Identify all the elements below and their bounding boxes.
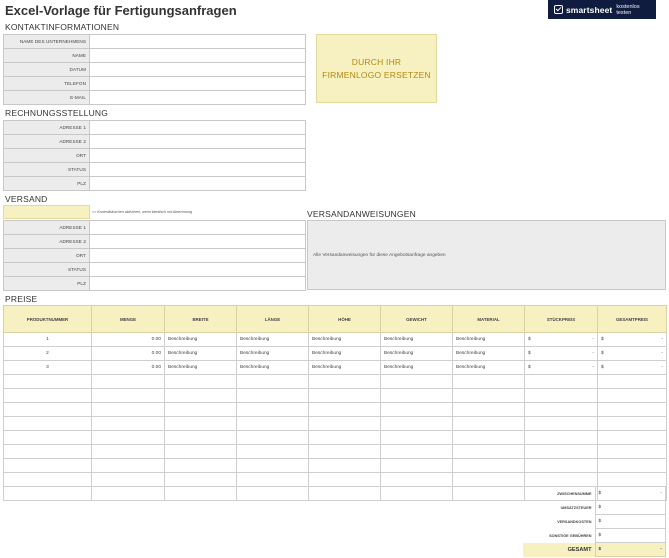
table-cell[interactable] (237, 389, 309, 403)
material-cell[interactable]: Beschreibung (453, 333, 525, 347)
column-header: PRODUKTNUMMER (4, 306, 92, 333)
table-cell[interactable] (237, 459, 309, 473)
amount: - (592, 351, 594, 356)
field-label: TELEFON (4, 77, 90, 91)
amount: - (592, 365, 594, 370)
table-cell[interactable] (4, 403, 92, 417)
table-cell[interactable] (4, 487, 92, 501)
table-cell[interactable] (309, 459, 381, 473)
table-cell[interactable] (309, 375, 381, 389)
currency-symbol: $ (598, 491, 602, 496)
prices-table (3, 305, 667, 501)
table-cell[interactable] (237, 403, 309, 417)
table-cell[interactable] (525, 445, 598, 459)
subtotal-value (595, 487, 666, 501)
shipping-row-zip (4, 277, 306, 291)
field-label: NAME (4, 49, 90, 63)
table-row-empty (4, 389, 667, 403)
contact-row-name (4, 49, 306, 63)
width-cell[interactable]: Beschreibung (165, 361, 237, 375)
shipping-row-address1 (4, 221, 306, 235)
phone-field[interactable] (90, 77, 306, 91)
table-row-empty (4, 403, 667, 417)
table-cell[interactable] (525, 459, 598, 473)
smartsheet-trial-button[interactable] (548, 0, 656, 19)
unit-price-cell[interactable] (525, 347, 598, 361)
amount: - (661, 365, 663, 370)
table-cell[interactable] (237, 473, 309, 487)
table-cell[interactable] (598, 389, 667, 403)
column-header: BREITE (165, 306, 237, 333)
total-price-cell[interactable] (598, 347, 667, 361)
table-cell[interactable] (598, 375, 667, 389)
table-cell[interactable] (453, 375, 525, 389)
table-cell[interactable] (4, 445, 92, 459)
table-row (4, 347, 667, 361)
billing-table (3, 120, 306, 191)
table-cell[interactable] (453, 473, 525, 487)
field-label: NAME DES UNTERNEHMENS (4, 35, 90, 49)
table-cell[interactable] (92, 431, 165, 445)
table-cell[interactable] (309, 487, 381, 501)
width-cell[interactable]: Beschreibung (165, 333, 237, 347)
billing-address1-field[interactable] (90, 121, 306, 135)
table-cell[interactable] (453, 487, 525, 501)
table-cell[interactable] (92, 487, 165, 501)
table-cell[interactable] (525, 431, 598, 445)
currency-symbol: $ (528, 351, 531, 356)
table-cell[interactable] (165, 375, 237, 389)
weight-cell[interactable]: Beschreibung (381, 333, 453, 347)
column-header: LÄNGE (237, 306, 309, 333)
tax-field[interactable] (595, 501, 666, 515)
column-header: GEWICHT (381, 306, 453, 333)
shipping-instructions-field[interactable] (307, 220, 666, 290)
length-cell[interactable]: Beschreibung (237, 361, 309, 375)
table-cell[interactable] (92, 403, 165, 417)
prices-section-title: PREISE (5, 294, 38, 304)
quantity-cell[interactable]: 0.00 (92, 333, 165, 347)
table-cell[interactable] (165, 459, 237, 473)
contact-row-company (4, 35, 306, 49)
shipping-row-city (4, 249, 306, 263)
field-label: ADRESSE 2 (4, 235, 90, 249)
table-row-empty (4, 459, 667, 473)
other-fees-field[interactable] (595, 529, 666, 543)
currency-symbol: $ (528, 365, 531, 370)
table-cell[interactable] (525, 473, 598, 487)
summary-table (523, 486, 666, 557)
product-number-cell[interactable]: 2 (4, 347, 92, 361)
weight-cell[interactable]: Beschreibung (381, 347, 453, 361)
table-cell[interactable] (4, 417, 92, 431)
amount: - (660, 491, 662, 496)
summary-row-tax (523, 501, 666, 515)
page-title: Excel-Vorlage für Fertigungsanfragen (5, 3, 237, 18)
table-cell[interactable] (309, 403, 381, 417)
product-number-cell[interactable]: 3 (4, 361, 92, 375)
prices-header-row (4, 306, 667, 333)
total-price-cell[interactable] (598, 333, 667, 347)
table-cell[interactable] (4, 473, 92, 487)
field-label: ADRESSE 2 (4, 135, 90, 149)
quantity-cell[interactable]: 0.00 (92, 347, 165, 361)
table-cell[interactable] (92, 445, 165, 459)
table-cell[interactable] (525, 417, 598, 431)
table-cell[interactable] (165, 403, 237, 417)
summary-row-total (523, 543, 666, 557)
billing-address2-field[interactable] (90, 135, 306, 149)
field-label: STATUS (4, 263, 90, 277)
billing-row-address1 (4, 121, 306, 135)
field-label: ORT (4, 249, 90, 263)
logo-placeholder[interactable] (316, 34, 437, 103)
amount: - (661, 337, 663, 342)
table-cell[interactable] (598, 473, 667, 487)
table-cell[interactable] (237, 417, 309, 431)
column-header: MATERIAL (453, 306, 525, 333)
material-cell[interactable]: Beschreibung (453, 347, 525, 361)
total-label: GESAMT (523, 543, 595, 557)
amount: - (592, 337, 594, 342)
billing-row-city (4, 149, 306, 163)
shipping-instructions-placeholder: Alle Versandanweisungen für diese Angebotsanfrage angeben (313, 252, 446, 258)
currency-symbol: $ (598, 519, 602, 524)
field-label: DATUM (4, 63, 90, 77)
currency-symbol: $ (601, 337, 604, 342)
summary-label: UMSATZSTEUER (560, 505, 592, 510)
contact-section-title: KONTAKTINFORMATIONEN (5, 22, 120, 32)
table-cell[interactable] (92, 473, 165, 487)
weight-cell[interactable]: Beschreibung (381, 361, 453, 375)
table-cell[interactable] (453, 417, 525, 431)
field-label: ORT (4, 149, 90, 163)
table-cell[interactable] (381, 445, 453, 459)
column-header: STÜCKPREIS (525, 306, 598, 333)
table-cell[interactable] (309, 431, 381, 445)
table-cell[interactable] (381, 403, 453, 417)
quantity-cell[interactable]: 0.00 (92, 361, 165, 375)
table-cell[interactable] (237, 375, 309, 389)
table-cell[interactable] (92, 389, 165, 403)
field-label: PLZ (4, 177, 90, 191)
contact-row-phone (4, 77, 306, 91)
table-cell[interactable] (381, 459, 453, 473)
email-field[interactable] (90, 91, 306, 105)
height-cell[interactable]: Beschreibung (309, 361, 381, 375)
table-cell[interactable] (598, 417, 667, 431)
shipping-zip-field[interactable] (90, 277, 306, 291)
table-cell[interactable] (453, 445, 525, 459)
currency-symbol: $ (601, 351, 604, 356)
table-row-empty (4, 375, 667, 389)
table-cell[interactable] (237, 431, 309, 445)
table-cell[interactable] (4, 375, 92, 389)
total-price-cell[interactable] (598, 361, 667, 375)
table-cell[interactable] (598, 445, 667, 459)
table-cell[interactable] (453, 459, 525, 473)
table-cell[interactable] (309, 445, 381, 459)
product-number-cell[interactable]: 1 (4, 333, 92, 347)
material-cell[interactable]: Beschreibung (453, 361, 525, 375)
billing-row-zip (4, 177, 306, 191)
table-cell[interactable] (453, 403, 525, 417)
company-name-field[interactable] (90, 35, 306, 49)
billing-city-field[interactable] (90, 149, 306, 163)
unit-price-cell[interactable] (525, 333, 598, 347)
contact-table (3, 34, 306, 105)
currency-symbol: $ (528, 337, 531, 342)
summary-label: SONSTIGE GEBÜHREN (549, 533, 592, 538)
table-cell[interactable] (237, 487, 309, 501)
table-cell[interactable] (4, 459, 92, 473)
shipping-status-field[interactable] (90, 263, 306, 277)
table-cell[interactable] (598, 403, 667, 417)
table-cell[interactable] (165, 445, 237, 459)
table-cell[interactable] (92, 375, 165, 389)
field-label: PLZ (4, 277, 90, 291)
table-cell[interactable] (381, 417, 453, 431)
table-cell[interactable] (309, 417, 381, 431)
contact-row-email (4, 91, 306, 105)
shipping-address1-field[interactable] (90, 221, 306, 235)
smartsheet-logo-icon (554, 5, 563, 14)
table-cell[interactable] (92, 459, 165, 473)
summary-label: ZWISCHENSUMME (557, 491, 592, 496)
field-label: ADRESSE 1 (4, 221, 90, 235)
field-label: E-MAIL (4, 91, 90, 105)
column-header: GESAMTPREIS (598, 306, 667, 333)
table-cell[interactable] (4, 389, 92, 403)
table-cell[interactable] (525, 389, 598, 403)
table-cell[interactable] (381, 431, 453, 445)
table-cell[interactable] (4, 431, 92, 445)
summary-row-shipping (523, 515, 666, 529)
logo-placeholder-line1: DURCH IHR (351, 57, 402, 68)
table-row-empty (4, 431, 667, 445)
billing-row-address2 (4, 135, 306, 149)
billing-zip-field[interactable] (90, 177, 306, 191)
table-cell[interactable] (381, 389, 453, 403)
length-cell[interactable]: Beschreibung (237, 347, 309, 361)
field-label: STATUS (4, 163, 90, 177)
shipping-city-field[interactable] (90, 249, 306, 263)
billing-status-field[interactable] (90, 163, 306, 177)
shipping-row-address2 (4, 235, 306, 249)
table-cell[interactable] (598, 431, 667, 445)
field-label: ADRESSE 1 (4, 121, 90, 135)
shipping-cost-field[interactable] (595, 515, 666, 529)
table-cell[interactable] (453, 389, 525, 403)
height-cell[interactable]: Beschreibung (309, 333, 381, 347)
unit-price-cell[interactable] (525, 361, 598, 375)
table-row-empty (4, 473, 667, 487)
currency-symbol: $ (601, 365, 604, 370)
shipping-address2-field[interactable] (90, 235, 306, 249)
shipping-instructions-title: VERSANDANWEISUNGEN (307, 209, 416, 219)
date-field[interactable] (90, 63, 306, 77)
same-as-billing-checkbox[interactable] (3, 205, 90, 219)
table-cell[interactable] (525, 375, 598, 389)
currency-symbol: $ (598, 533, 602, 538)
table-cell[interactable] (237, 445, 309, 459)
shipping-table (3, 220, 306, 291)
contact-row-date (4, 63, 306, 77)
column-header: HÖHE (309, 306, 381, 333)
brand-cta: kostenlos testen (616, 3, 640, 16)
total-value (595, 543, 666, 557)
billing-section-title: RECHNUNGSSTELLUNG (5, 108, 109, 118)
table-cell[interactable] (525, 403, 598, 417)
table-cell[interactable] (598, 459, 667, 473)
name-field[interactable] (90, 49, 306, 63)
table-row-empty (4, 417, 667, 431)
table-cell[interactable] (92, 417, 165, 431)
table-cell[interactable] (453, 431, 525, 445)
table-cell[interactable] (165, 487, 237, 501)
summary-row-subtotal (523, 487, 666, 501)
amount: - (661, 351, 663, 356)
table-cell[interactable] (381, 487, 453, 501)
currency-symbol: $ (598, 505, 602, 510)
table-row-empty (4, 445, 667, 459)
height-cell[interactable]: Beschreibung (309, 347, 381, 361)
table-cell[interactable] (309, 389, 381, 403)
length-cell[interactable]: Beschreibung (237, 333, 309, 347)
checkbox-note: << Kontrollkästchen aktivieren, wenn identisch mit Abrechnung (92, 210, 192, 214)
table-row (4, 361, 667, 375)
width-cell[interactable]: Beschreibung (165, 347, 237, 361)
table-cell[interactable] (165, 473, 237, 487)
brand-name: smartsheet (565, 4, 613, 15)
table-cell[interactable] (309, 473, 381, 487)
shipping-row-status (4, 263, 306, 277)
logo-placeholder-line2: FIRMENLOGO ERSETZEN (322, 69, 431, 80)
table-cell[interactable] (381, 473, 453, 487)
table-cell[interactable] (165, 389, 237, 403)
amount: - (660, 547, 662, 552)
table-row (4, 333, 667, 347)
column-header: MENGE (92, 306, 165, 333)
currency-symbol: $ (598, 547, 602, 552)
table-cell[interactable] (165, 417, 237, 431)
summary-label: VERSANDKOSTEN (557, 519, 592, 524)
table-cell[interactable] (165, 431, 237, 445)
summary-row-fees (523, 529, 666, 543)
shipping-section-title: VERSAND (5, 194, 48, 204)
table-cell[interactable] (381, 375, 453, 389)
billing-row-status (4, 163, 306, 177)
